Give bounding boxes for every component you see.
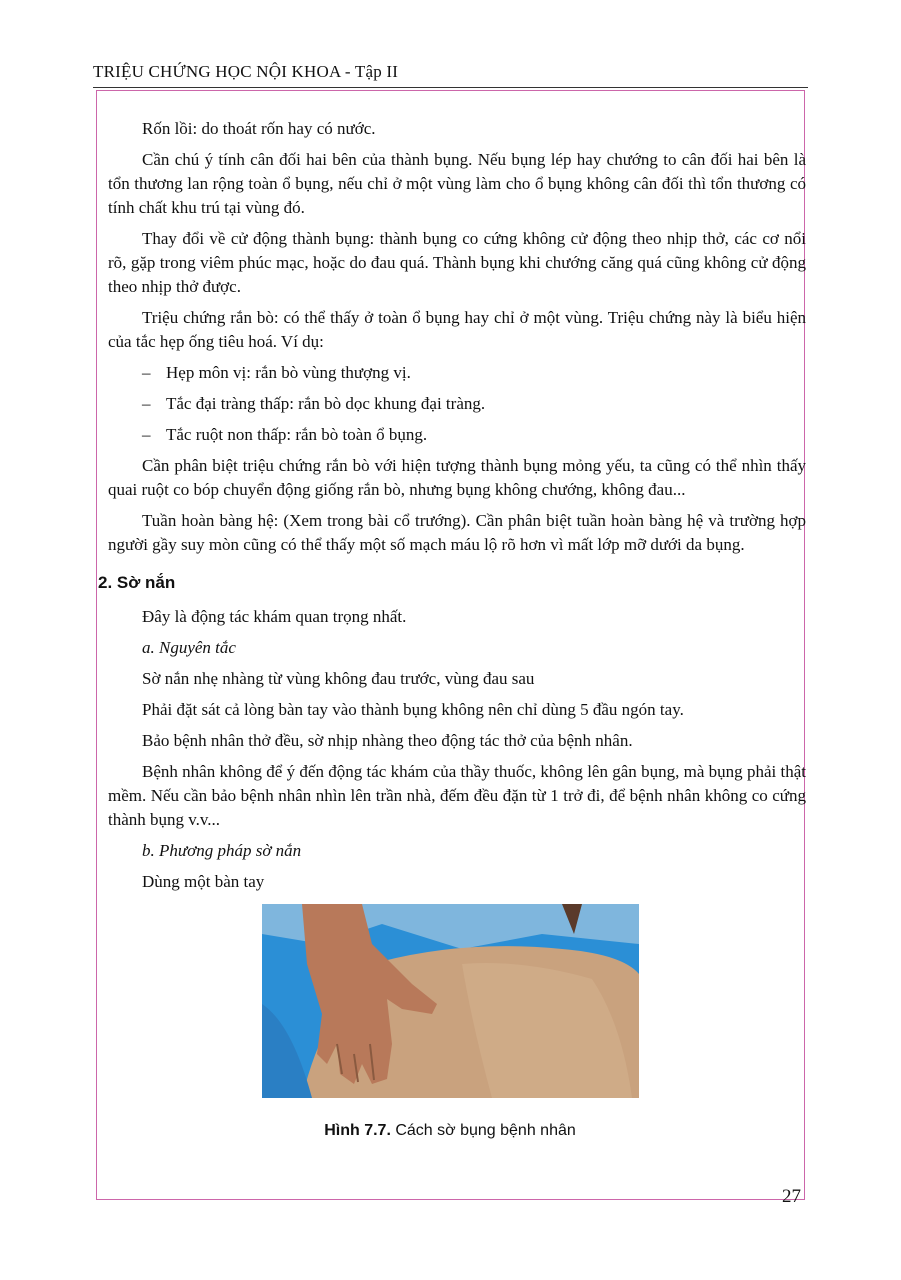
paragraph: Bệnh nhân không để ý đến động tác khám của thầy thuốc, không lên gân bụng, mà bụng phải thật mềm. Nếu cần bảo bệnh nhân nhìn lên trần nhà, đếm đều đặn từ 1 trở đi, để bệnh nhân không co cứng thành bụng v.v... bbox=[108, 762, 806, 829]
figure-label: Hình 7.7. bbox=[324, 1122, 391, 1139]
list-item bbox=[108, 392, 806, 416]
header-rule bbox=[93, 87, 808, 88]
figure-photo bbox=[262, 904, 639, 1098]
running-header: TRIỆU CHỨNG HỌC NỘI KHOA - Tập II bbox=[93, 62, 399, 81]
paragraph: Cần phân biệt triệu chứng rắn bò với hiện tượng thành bụng mỏng yếu, ta cũng có thể nhìn thấy quai ruột co bóp chuyển động giống rắn bò, nhưng bụng không chướng, không đau... bbox=[108, 456, 806, 499]
figure-caption-text: Cách sờ bụng bệnh nhân bbox=[390, 1122, 576, 1139]
paragraph: Triệu chứng rắn bò: có thể thấy ở toàn ổ bụng hay chỉ ở một vùng. Triệu chứng này là biểu hiện của tắc hẹp ống tiêu hoá. Ví dụ: bbox=[108, 308, 806, 351]
palpation-photo bbox=[262, 904, 639, 1098]
paragraph: Sờ nắn nhẹ nhàng từ vùng không đau trước, vùng đau sau bbox=[142, 669, 535, 688]
dash-marker: – bbox=[142, 394, 151, 413]
paragraph: Thay đổi về cử động thành bụng: thành bụng co cứng không cử động theo nhịp thở, các cơ nổi rõ, gặp trong viêm phúc mạc, hoặc do đau quá. Thành bụng khi chướng căng quá cũng không cử động theo nhịp thở được. bbox=[108, 229, 806, 296]
paragraph: Bảo bệnh nhân thở đều, sờ nhịp nhàng theo động tác thở của bệnh nhân. bbox=[142, 731, 633, 750]
body-text bbox=[98, 117, 806, 901]
list-item-text: Tắc đại tràng thấp: rắn bò dọc khung đại tràng. bbox=[166, 394, 486, 413]
list-item bbox=[108, 361, 806, 385]
dash-marker: – bbox=[142, 425, 151, 444]
section-heading: 2. Sờ nắn bbox=[98, 573, 176, 592]
paragraph: Rốn lồi: do thoát rốn hay có nước. bbox=[142, 119, 376, 138]
subheading: b. Phương pháp sờ nắn bbox=[142, 841, 302, 860]
subheading: a. Nguyên tắc bbox=[142, 638, 236, 657]
list-item-text: Hẹp môn vị: rắn bò vùng thượng vị. bbox=[166, 363, 411, 382]
figure-caption bbox=[200, 1122, 700, 1140]
paragraph: Cần chú ý tính cân đối hai bên của thành bụng. Nếu bụng lép hay chướng to cân đối hai bên là tổn thương lan rộng toàn ổ bụng, nếu chỉ ở một vùng làm cho ổ bụng không cân đối thì tổn thương có tính chất khu trú tại vùng đó. bbox=[108, 150, 806, 217]
list-item-text: Tắc ruột non thấp: rắn bò toàn ổ bụng. bbox=[166, 425, 428, 444]
page-number: 27 bbox=[782, 1186, 801, 1207]
list-item bbox=[108, 423, 806, 447]
paragraph: Dùng một bàn tay bbox=[142, 872, 265, 891]
paragraph: Phải đặt sát cả lòng bàn tay vào thành bụng không nên chỉ dùng 5 đầu ngón tay. bbox=[142, 700, 684, 719]
dash-marker: – bbox=[142, 363, 151, 382]
paragraph: Tuần hoàn bàng hệ: (Xem trong bài cổ trướng). Cần phân biệt tuần hoàn bàng hệ và trường hợp người gầy suy mòn cũng có thể thấy một số mạch máu lộ rõ hơn vì mất lớp mỡ dưới da bụng. bbox=[108, 511, 806, 554]
paragraph: Đây là động tác khám quan trọng nhất. bbox=[142, 607, 407, 626]
